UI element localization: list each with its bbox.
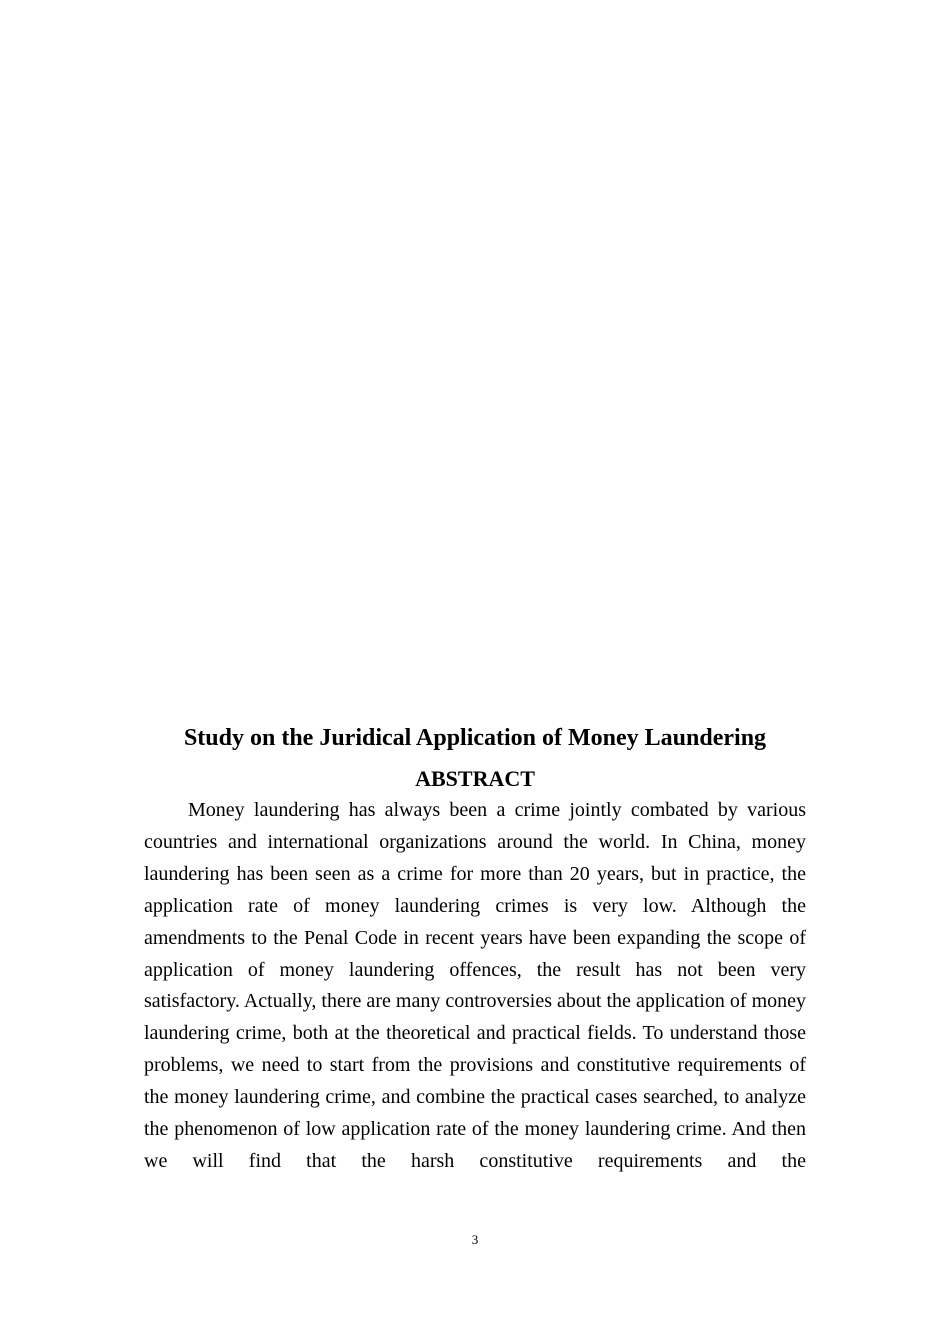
document-title: Study on the Juridical Application of Money Laundering xyxy=(183,725,767,751)
page-number: 3 xyxy=(471,1232,479,1247)
abstract-paragraph: Money laundering has always been a crime jointly combated by various countries and international organizations around the world. In China, money laundering has been seen as a crime for more than 20 years, but in practice, the application rate of money laundering crimes is very low. Although the amendments to the Penal Code in recent years have been expanding the scope of application of money laundering offences, the result has not been very satisfactory. Actually, there are many controversies about the application of money laundering crime, both at the theoretical and practical fields. To understand those problems, we need to start from the provisions and constitutive requirements of the money laundering crime, and combine the practical cases searched, to analyze the phenomenon of low application rate of the money laundering crime. And then we will find that the harsh constitutive requirements and the xyxy=(144,799,806,1172)
abstract-heading: ABSTRACT xyxy=(415,766,535,791)
